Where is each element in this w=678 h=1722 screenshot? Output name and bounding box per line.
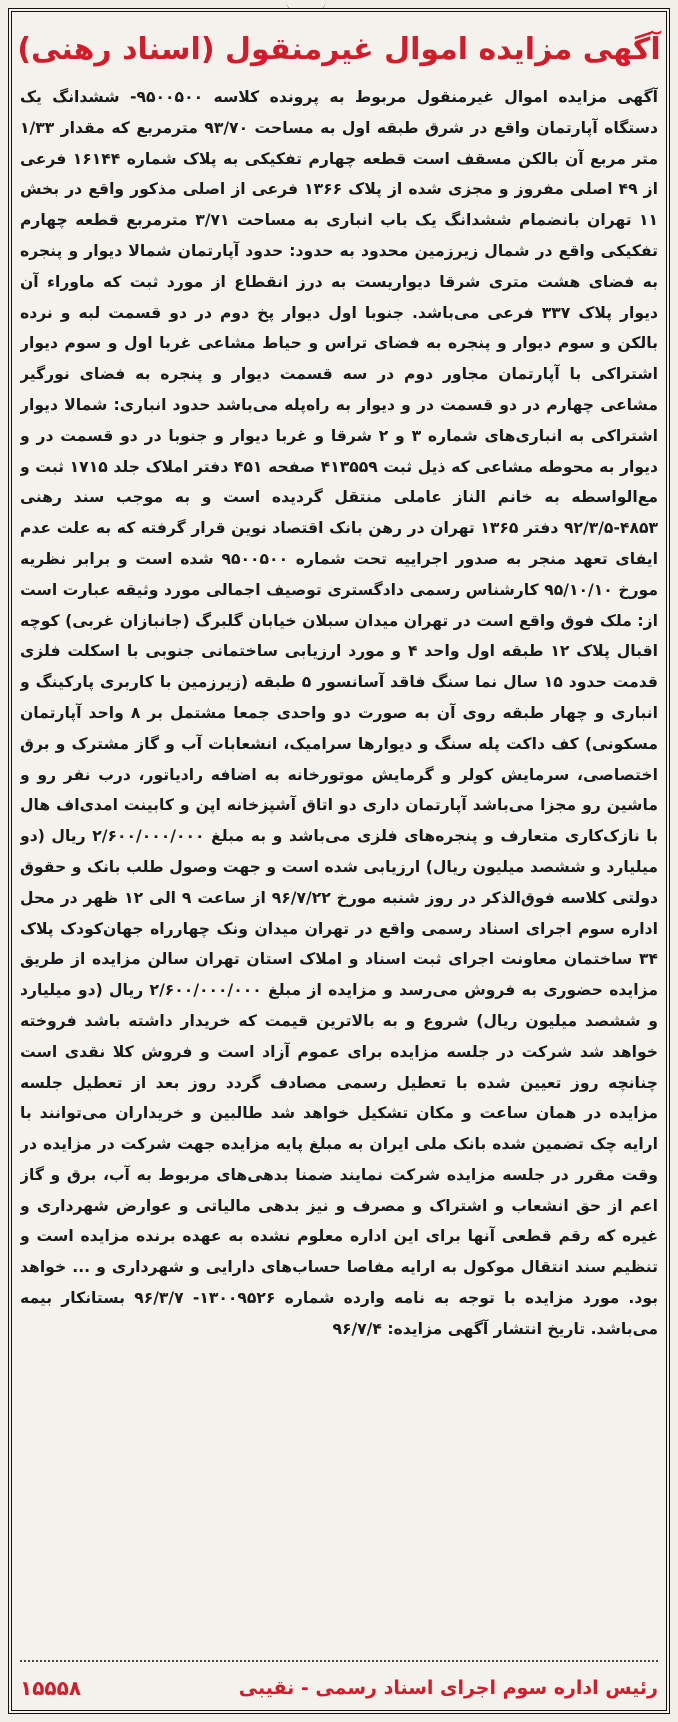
- notice-footer: [20, 1672, 658, 1704]
- notice-code: ۱۵۵۵۸: [20, 1676, 82, 1700]
- footer-divider: [20, 1660, 658, 1662]
- notice-body: آگهی مزایده اموال غیرمنقول مربوط به پرونده کلاسه ۹۵۰۰۵۰۰- ششدانگ یک دستگاه آپارتمان واقع در شرق طبقه اول به مساحت ۹۳/۷۰ مترمربع که مقدار ۱/۳۳ متر مربع آن بالکن مسقف است قطعه چهارم تفکیکی به پلاک شماره ۱۶۱۴۴ فرعی از ۴۹ اصلی مفروز و مجزی شده از پلاک ۱۳۶۶ فرعی از اصلی مذکور واقع در بخش ۱۱ تهران بانضمام ششدانگ یک باب انباری به مساحت ۳/۷۱ مترمربع قطعه چهارم تفکیکی واقع در شمال زیرزمین محدود به حدود: حدود آپارتمان شمالا دیوار و پنجره به فضای هشت متری شرقا دیواریست به درز انقطاع از مورد ثبت که ماوراء آن دیوار پلاک ۳۳۷ فرعی می‌باشد. جنوبا اول دیوار پخ دوم در دو قسمت لبه و نرده بالکن و سوم دیوار و پنجره به فضای تراس و حیاط مشاعی غربا اول و سوم دیوار اشتراکی با آپارتمان مجاور دوم در سه قسمت دیوار و پنجره به فضای نورگیر مشاعی چهارم در دو قسمت در و دیوار به راه‌پله می‌باشد حدود انباری: شمالا دیوار اشتراکی به انباری‌های شماره ۳ و ۲ شرقا و غربا دیوار و جنوبا در دو قسمت در و دیوار به محوطه مشاعی که ذیل ثبت ۴۱۳۵۵۹ صفحه ۴۵۱ دفتر املاک جلد ۱۷۱۵ ثبت و مع‌الواسطه به خانم الناز عاملی منتقل گردیده است و به موجب سند رهنی ۴۸۵۳-۹۲/۳/۵ دفتر ۱۳۶۵ تهران در رهن بانک اقتصاد نوین قرار گرفته که به علت عدم ایفای تعهد منجر به صدور اجراییه تحت شماره ۹۵۰۰۵۰۰ شده است و برابر نظریه مورخ ۹۵/۱۰/۱۰ کارشناس رسمی دادگستری توصیف اجمالی مورد وثیقه عبارت است از: ملک فوق واقع است در تهران میدان سبلان خیابان گلبرگ (جانبازان غربی) کوچه اقبال پلاک ۱۲ طبقه اول واحد ۴ و مورد ارزیابی ساختمانی جنوبی با اسکلت فلزی قدمت حدود ۱۵ سال نما سنگ فاقد آسانسور ۵ طبقه (زیرزمین با کاربری پارکینگ و انباری و چهار طبقه روی آن به صورت دو واحدی جمعا مشتمل بر ۸ واحد آپارتمان مسکونی) کف داکت پله سنگ و دیوارها سرامیک، انشعابات آب و گاز مشترک و برق اختصاصی، سرمایش کولر و گرمایش موتورخانه به اضافه رادیاتور، درب نفر رو و ماشین رو مجزا می‌باشد آپارتمان داری دو اتاق آشپزخانه اپن و کابینت امدی‌اف هال با نازک‌کاری متعارف و پنجره‌های فلزی می‌باشد و به مبلغ ۲/۶۰۰/۰۰۰/۰۰۰ ریال (دو میلیارد و ششصد میلیون ریال) ارزیابی شده است و جهت وصول طلب بانک و حقوق دولتی کلاسه فوق‌الذکر در روز شنبه مورخ ۹۶/۷/۲۲ از ساعت ۹ الی ۱۲ ظهر در محل اداره سوم اجرای اسناد رسمی واقع در تهران میدان ونک چهارراه جهان‌کودک پلاک ۳۴ ساختمان معاونت اجرای ثبت اسناد و املاک استان تهران سالن مزایده از طریق مزایده حضوری به فروش می‌رسد و مزایده از مبلغ ۲/۶۰۰/۰۰۰/۰۰۰ ریال (دو میلیارد و ششصد میلیون ریال) شروع و به بالاترین قیمت که خریدار داشته باشد فروخته خواهد شد شرکت در جلسه مزایده برای عموم آزاد است و فروش کلا نقدی است چنانچه روز تعیین شده با تعطیل رسمی مصادف گردد روز بعد از تعطیل جلسه مزایده در همان ساعت و مکان تشکیل خواهد شد طالبین و خریداران می‌توانند با ارایه چک تضمین شده بانک ملی ایران به مبلغ پایه مزایده جهت شرکت در مزایده در وقت مقرر در جلسه مزایده شرکت نمایند ضمنا بدهی‌های مربوط به آب، برق و گاز اعم از حق انشعاب و اشتراک و مصرف و نیز بدهی مالیاتی و عوارض شهرداری و غیره که رقم قطعی آنها برای این اداره معلوم نشده به عهده برنده مزایده است و تنظیم سند انتقال موکول به ارایه مفاصا حساب‌های دارایی و شهرداری و ... خواهد بود. مورد مزایده با توجه به نامه وارده شماره ۱۳۰۰۹۵۲۶- ۹۶/۳/۷ بستانکار بیمه می‌باشد. تاریخ انتشار آگهی مزایده: ۹۶/۷/۴: [20, 88, 658, 1338]
- notice-title: آگهی مزایده اموال غیرمنقول (اسناد رهنی): [17, 32, 661, 67]
- signature: رئیس اداره سوم اجرای اسناد رسمی - نقیبی: [238, 1677, 658, 1699]
